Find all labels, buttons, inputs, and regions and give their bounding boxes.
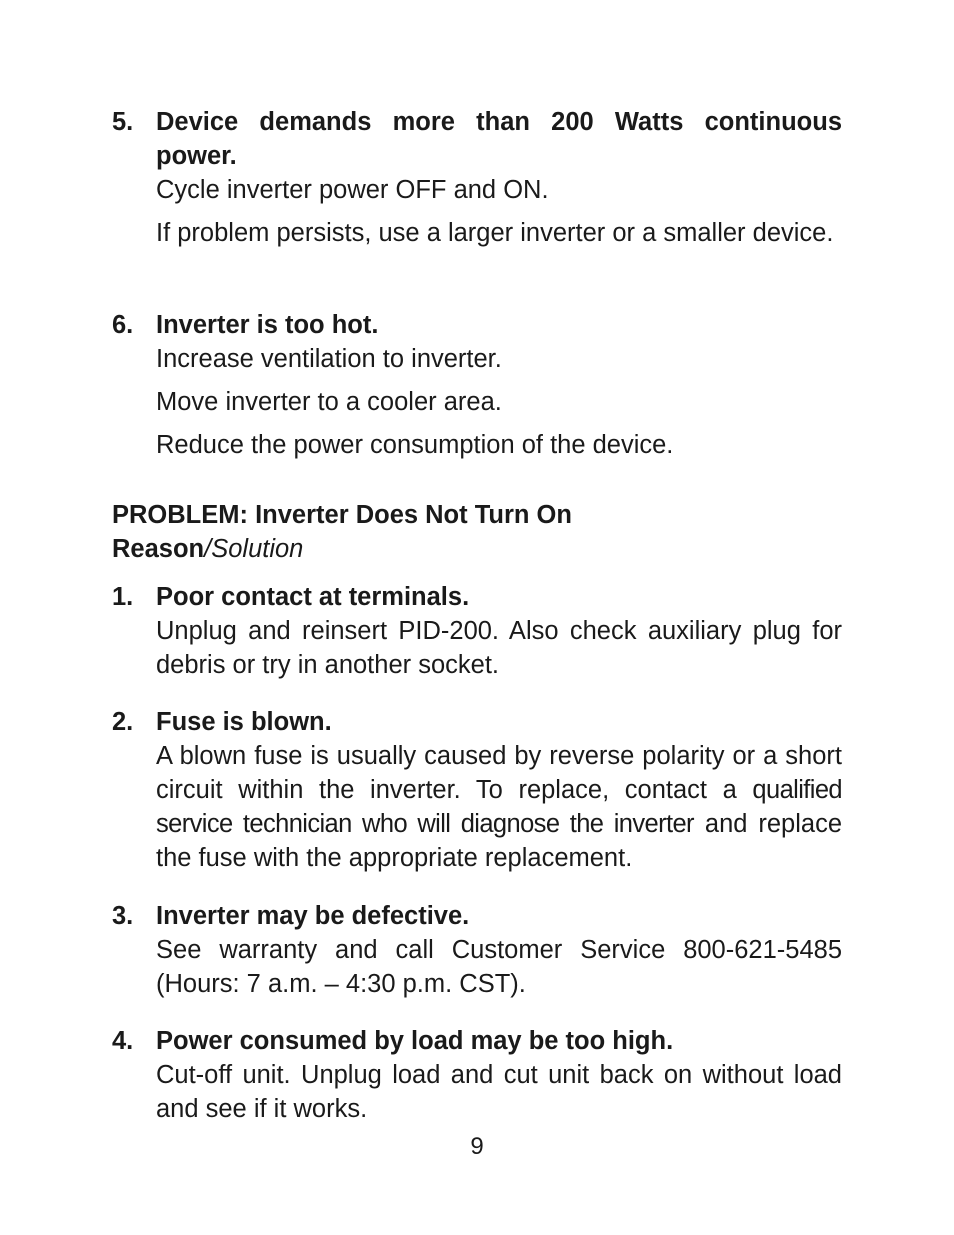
item-number: 2. (112, 708, 134, 736)
item-body (156, 580, 842, 682)
problem-title: PROBLEM: Inverter Does Not Turn On (112, 501, 572, 529)
item-heading: Poor contact at terminals. (156, 583, 470, 611)
list-item-4 (112, 1024, 842, 1126)
item-paragraph: If problem persists, use a larger inverter or a smaller device. (156, 219, 834, 247)
item-paragraph: Increase ventilation to inverter. (156, 345, 502, 373)
paragraph-line: and replace the fuse with the appropriate replacement. (156, 810, 842, 872)
paragraph-line: qualified service technician who will diagnose the inverter (156, 776, 842, 838)
item-number: 1. (112, 583, 134, 611)
item-paragraph: Move inverter to a cooler area. (156, 388, 502, 416)
item-heading: Inverter is too hot. (156, 311, 379, 339)
item-heading: Inverter may be defective. (156, 902, 470, 930)
item-heading: Fuse is blown. (156, 708, 332, 736)
list-item-1 (112, 580, 842, 682)
item-body (156, 1024, 842, 1126)
item-paragraph: Reduce the power consumption of the device. (156, 431, 674, 459)
list-item-2 (112, 705, 842, 875)
paragraph-line: A blown fuse is usually caused by reverse polarity or a short circuit within the inverter. To replace, contact a (156, 742, 842, 804)
item-paragraph (156, 739, 842, 875)
list-item-6 (112, 308, 842, 462)
reason-solution-label (112, 532, 842, 566)
problem-section-heading (112, 498, 842, 566)
reason-label: Reason (112, 535, 205, 563)
item-body (156, 105, 842, 250)
item-body (156, 705, 842, 875)
item-paragraph: Cut-off unit. Unplug load and cut unit back on without load and see if it works. (156, 1061, 842, 1123)
item-paragraph: Cycle inverter power OFF and ON. (156, 176, 549, 204)
item-number: 4. (112, 1027, 134, 1055)
list-item-3 (112, 899, 842, 1001)
item-number: 3. (112, 902, 134, 930)
solution-label: /Solution (204, 535, 304, 563)
item-body (156, 899, 842, 1001)
item-heading: Power consumed by load may be too high. (156, 1027, 674, 1055)
item-number: 6. (112, 311, 134, 339)
item-heading: Device demands more than 200 Watts continuous power. (156, 108, 842, 170)
item-body (156, 308, 842, 462)
item-number: 5. (112, 108, 134, 136)
item-paragraph: Unplug and reinsert PID-200. Also check auxiliary plug for debris or try in another socket. (156, 617, 842, 679)
item-paragraph: See warranty and call Customer Service 800-621-5485 (Hours: 7 a.m. – 4:30 p.m. CST). (156, 936, 842, 998)
page-number: 9 (470, 1133, 484, 1160)
list-item-5 (112, 105, 842, 250)
